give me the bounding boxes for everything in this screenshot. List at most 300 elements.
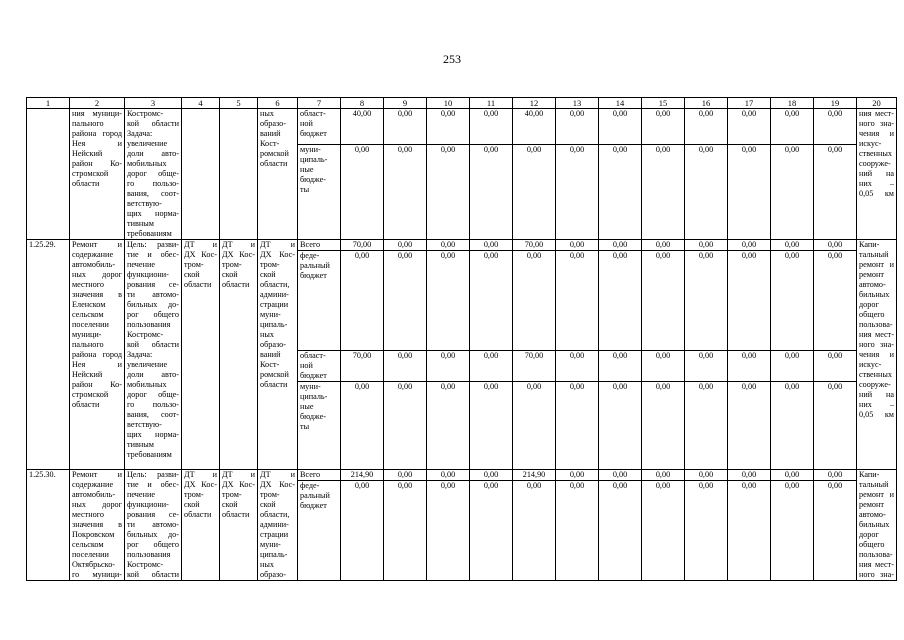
cell-line: ДТ и [260, 240, 295, 249]
cell-line: мобильных [127, 380, 167, 389]
cell-line: Нея и [72, 139, 122, 148]
cell-line: автомо- [859, 510, 886, 519]
value-cell: 0,00 [599, 144, 642, 239]
cell-line: Ремонт и [72, 240, 122, 249]
cell-line: чения и [859, 350, 894, 359]
value-cell: 0,00 [513, 144, 556, 239]
value-cell: 0,00 [341, 382, 384, 470]
cell-line: кой области [127, 340, 179, 349]
value-cell: 0,00 [728, 144, 771, 239]
cell-line: тие и обес- [127, 480, 179, 489]
value-cell: 0,00 [728, 481, 771, 581]
value-cell: 0,00 [642, 382, 685, 470]
value-cell: 0,00 [384, 481, 427, 581]
value-cell: 0,00 [814, 240, 857, 251]
cell-line: ДТ и [222, 470, 255, 479]
cell-line: Костромс- [127, 109, 164, 118]
value-cell: 0,00 [556, 351, 599, 382]
cell-line: ремонт и [859, 260, 894, 269]
row-number-cell [27, 109, 70, 240]
cell-line: поселении [72, 550, 109, 559]
cell-line: стромской [72, 169, 109, 178]
cell-line: Капи- [859, 240, 880, 249]
cell-line: кой области [127, 119, 179, 128]
cell-line: муни- [260, 310, 281, 319]
cell-line: Кост- [260, 360, 280, 369]
cell-line: стромской [72, 390, 109, 399]
cell-line: дорог обще- [127, 390, 179, 399]
cell-line: чения и [859, 129, 894, 138]
cell-line: Еленском [72, 300, 106, 309]
coexecutor-cell [220, 470, 258, 581]
cell-line: ного зна- [859, 119, 894, 128]
column-header: 3 [125, 98, 182, 109]
cell-line: ного зна- [859, 570, 894, 579]
cell-line: области, [260, 510, 290, 519]
cell-line: ДХ Кос- [184, 250, 217, 259]
cell-line: бюдже- [300, 174, 326, 184]
value-cell: 0,00 [341, 481, 384, 581]
cell-line: ДХ Кос- [184, 480, 217, 489]
cell-line: тром- [260, 260, 280, 269]
value-cell: 0,00 [427, 351, 470, 382]
cell-line: пользования [127, 320, 171, 329]
cell-line: район Ко- [72, 159, 122, 168]
table-row [27, 470, 897, 481]
value-cell: 0,00 [728, 382, 771, 470]
cell-line: местного [72, 510, 104, 519]
result-cell [857, 470, 897, 581]
value-cell: 0,00 [771, 144, 814, 239]
value-cell: 70,00 [341, 240, 384, 251]
goal-task-cell [125, 240, 182, 470]
cell-line: общего [859, 310, 885, 319]
value-cell: 0,00 [599, 109, 642, 145]
cell-line: Цель: разви- [127, 470, 179, 479]
value-cell: 0,00 [814, 351, 857, 382]
cell-line: го пользо- [127, 400, 179, 409]
value-cell: 0,00 [685, 382, 728, 470]
value-cell: 0,00 [556, 481, 599, 581]
cell-line: доли авто- [127, 370, 179, 379]
cell-line: области [72, 179, 100, 188]
cell-line: требованиям [127, 229, 172, 238]
cell-line: бильных [859, 520, 890, 529]
cell-line: образо- [260, 570, 286, 579]
value-cell: 70,00 [513, 351, 556, 382]
value-cell: 0,00 [814, 144, 857, 239]
value-cell: 0,00 [384, 351, 427, 382]
cell-line: ные [300, 402, 314, 411]
participants-cell [258, 240, 298, 470]
cell-line: кой области [127, 570, 179, 579]
cell-line: ти автомо- [127, 520, 179, 529]
value-cell: 0,00 [513, 251, 556, 351]
cell-line: бюджет [300, 371, 327, 380]
cell-line: ных [260, 330, 274, 339]
column-header-row [27, 98, 897, 109]
cell-line: област- [300, 351, 326, 360]
cell-line: ных [260, 109, 274, 118]
cell-line: ний на [859, 390, 894, 399]
cell-line: страции [260, 300, 289, 309]
column-header: 17 [728, 98, 771, 109]
funding-source-cell [298, 351, 341, 382]
value-cell: 0,00 [771, 251, 814, 351]
cell-line: Нея и [72, 360, 122, 369]
cell-line: области [184, 280, 212, 289]
goal-task-cell [125, 109, 182, 240]
cell-line: них – [859, 400, 894, 409]
result-cell [857, 240, 897, 470]
cell-line: го муници- [72, 570, 122, 579]
table-row [27, 240, 897, 251]
cell-line: поселении [72, 320, 109, 329]
value-cell: 0,00 [642, 109, 685, 145]
value-cell: 0,00 [685, 240, 728, 251]
value-cell: 0,00 [556, 470, 599, 481]
cell-line: увеличение [127, 139, 168, 148]
value-cell: 0,00 [814, 251, 857, 351]
value-cell: 0,00 [771, 481, 814, 581]
cell-line: област- [300, 109, 326, 118]
value-cell: 0,00 [642, 251, 685, 351]
cell-line: Всего [300, 470, 321, 479]
cell-line: вания, соот- [127, 189, 179, 198]
value-cell: 0,00 [599, 240, 642, 251]
cell-line: Капи- [859, 470, 880, 479]
cell-line: муни- [260, 540, 281, 549]
value-cell: 0,00 [556, 144, 599, 239]
cell-line: ного зна- [859, 340, 894, 349]
cell-line: пального [72, 119, 104, 128]
column-header: 4 [182, 98, 220, 109]
cell-line: рования се- [127, 280, 179, 289]
value-cell: 0,00 [728, 351, 771, 382]
cell-line: 0,05 км [859, 410, 894, 419]
cell-line: рог общего [127, 540, 179, 549]
cell-line: муни- [300, 144, 321, 154]
value-cell: 0,00 [728, 109, 771, 145]
cell-line: Октябрьско- [72, 560, 116, 569]
cell-line: ных дорог [72, 500, 122, 509]
cell-line: страции [260, 530, 289, 539]
cell-line: значения в [72, 520, 122, 529]
goal-task-cell [125, 470, 182, 581]
table-row [27, 109, 897, 145]
result-cell [857, 109, 897, 240]
cell-line: ния мест- [859, 560, 894, 569]
cell-line: области [260, 380, 288, 389]
cell-line: район Ко- [72, 380, 122, 389]
cell-line: ципаль- [260, 320, 288, 329]
cell-line: ской [222, 500, 238, 509]
column-header: 6 [258, 98, 298, 109]
cell-line: Нейский [72, 149, 103, 158]
value-cell: 0,00 [642, 481, 685, 581]
value-cell: 0,00 [642, 470, 685, 481]
value-cell: 0,00 [814, 481, 857, 581]
cell-line: ромской [260, 149, 289, 158]
cell-line: ваний [260, 129, 281, 138]
value-cell: 0,00 [771, 382, 814, 470]
cell-line: бюджет [300, 129, 327, 138]
cell-line: мобильных [127, 159, 167, 168]
value-cell: 0,00 [470, 351, 513, 382]
cell-line: дорог [859, 300, 879, 309]
cell-line: админи- [260, 520, 289, 529]
cell-line: вания, соот- [127, 410, 179, 419]
value-cell: 0,00 [685, 251, 728, 351]
value-cell: 0,00 [642, 144, 685, 239]
value-cell: 0,00 [556, 382, 599, 470]
value-cell: 70,00 [341, 351, 384, 382]
cell-line: пользования [127, 550, 171, 559]
value-cell: 0,00 [556, 251, 599, 351]
cell-line: го пользо- [127, 179, 179, 188]
funding-source-cell [298, 382, 341, 470]
cell-line: Всего [300, 240, 321, 249]
cell-line: ДХ Кос- [222, 250, 255, 259]
cell-line: ДТ и [260, 470, 295, 479]
value-cell: 0,00 [599, 470, 642, 481]
column-header: 9 [384, 98, 427, 109]
cell-line: ДТ и [222, 240, 255, 249]
cell-line: сооруже- [859, 159, 891, 168]
cell-line: муни- [300, 382, 321, 391]
value-cell: 0,00 [384, 382, 427, 470]
cell-line: области [260, 159, 288, 168]
cell-line: феде- [300, 251, 320, 260]
cell-line: Кост- [260, 139, 280, 148]
cell-line: бюдже- [300, 412, 326, 421]
cell-line: общего [859, 540, 885, 549]
column-header: 20 [857, 98, 897, 109]
cell-line: ской [184, 500, 200, 509]
cell-line: ципаль- [300, 154, 328, 164]
cell-line: рог общего [127, 310, 179, 319]
cell-line: щих норма- [127, 430, 179, 439]
cell-line: ния муници- [72, 109, 122, 118]
cell-line: феде- [300, 481, 320, 490]
cell-line: ных [260, 560, 274, 569]
cell-line: пального [72, 340, 104, 349]
column-header: 10 [427, 98, 470, 109]
cell-line: ДХ Кос- [260, 480, 295, 489]
cell-line: ральный [300, 261, 330, 270]
cell-line: бильных до- [127, 530, 179, 539]
cell-line: дорог [859, 530, 879, 539]
column-header: 13 [556, 98, 599, 109]
cell-line: искус- [859, 360, 882, 369]
cell-line: Задача: [127, 350, 153, 359]
cell-line: ти автомо- [127, 290, 179, 299]
cell-line: ных дорог [72, 270, 122, 279]
value-cell: 0,00 [771, 470, 814, 481]
value-cell: 0,00 [470, 481, 513, 581]
cell-line: области [184, 510, 212, 519]
cell-line: автомобиль- [72, 490, 116, 499]
funding-source-cell [298, 481, 341, 581]
cell-line: ветствую- [127, 420, 162, 429]
value-cell: 0,00 [384, 240, 427, 251]
cell-line: ственных [859, 370, 893, 379]
cell-line: Костромс- [127, 330, 164, 339]
cell-line: ДХ Кос- [260, 250, 295, 259]
value-cell: 0,00 [771, 351, 814, 382]
value-cell: 0,00 [427, 251, 470, 351]
value-cell: 0,00 [470, 382, 513, 470]
cell-line: области [222, 510, 250, 519]
value-cell: 0,00 [513, 481, 556, 581]
column-header: 1 [27, 98, 70, 109]
column-header: 15 [642, 98, 685, 109]
value-cell: 0,00 [427, 240, 470, 251]
cell-line: 0,05 км [859, 189, 894, 198]
cell-line: щих норма- [127, 209, 179, 218]
cell-line: бюджет [300, 501, 327, 510]
value-cell: 0,00 [814, 109, 857, 145]
column-header: 11 [470, 98, 513, 109]
value-cell: 0,00 [470, 470, 513, 481]
cell-line: автомобиль- [72, 260, 116, 269]
object-name-cell [70, 109, 125, 240]
value-cell: 0,00 [728, 240, 771, 251]
value-cell: 0,00 [341, 144, 384, 239]
cell-line: содержание [72, 250, 114, 259]
funding-source-cell [298, 251, 341, 351]
value-cell: 0,00 [470, 109, 513, 145]
cell-line: ветствую- [127, 199, 162, 208]
value-cell: 0,00 [642, 351, 685, 382]
cell-line: ской [222, 270, 238, 279]
funding-source-cell [298, 144, 341, 239]
cell-line: Цель: разви- [127, 240, 179, 249]
value-cell: 0,00 [427, 481, 470, 581]
cell-line: ваний [260, 350, 281, 359]
value-cell: 0,00 [470, 240, 513, 251]
column-header: 19 [814, 98, 857, 109]
value-cell: 214,90 [341, 470, 384, 481]
cell-line: сельском [72, 310, 104, 319]
cell-line: ской [260, 500, 276, 509]
cell-line: рования се- [127, 510, 179, 519]
cell-line: значения в [72, 290, 122, 299]
cell-line: искус- [859, 139, 882, 148]
cell-line: функциони- [127, 270, 169, 279]
value-cell: 0,00 [728, 251, 771, 351]
value-cell: 0,00 [556, 109, 599, 145]
cell-line: ния мест- [859, 330, 894, 339]
cell-line: ральный [300, 491, 330, 500]
cell-line: сельском [72, 540, 104, 549]
value-cell: 40,00 [513, 109, 556, 145]
value-cell: 0,00 [599, 382, 642, 470]
cell-line: печение [127, 490, 155, 499]
cell-line: Ремонт и [72, 470, 122, 479]
cell-line: района город [72, 129, 122, 138]
column-header: 16 [685, 98, 728, 109]
cell-line: Костромс- [127, 560, 164, 569]
value-cell: 0,00 [384, 251, 427, 351]
cell-line: ДТ и [184, 240, 217, 249]
cell-line: тром- [222, 260, 242, 269]
cell-line: пользова- [859, 320, 893, 329]
value-cell: 0,00 [427, 109, 470, 145]
cell-line: ремонт [859, 270, 884, 279]
cell-line: образо- [260, 340, 286, 349]
cell-line: ственных [859, 149, 893, 158]
value-cell: 40,00 [341, 109, 384, 145]
value-cell: 0,00 [685, 109, 728, 145]
cell-line: местного [72, 280, 104, 289]
cell-line: тивным [127, 219, 154, 228]
value-cell: 0,00 [384, 109, 427, 145]
column-header: 12 [513, 98, 556, 109]
value-cell: 0,00 [599, 251, 642, 351]
value-cell: 0,00 [384, 144, 427, 239]
value-cell: 0,00 [341, 251, 384, 351]
cell-line: ремонт и [859, 490, 894, 499]
row-number-cell: 1.25.29. [27, 240, 70, 470]
page-number: 253 [443, 52, 461, 66]
value-cell: 0,00 [814, 470, 857, 481]
value-cell: 0,00 [470, 144, 513, 239]
cell-line: ния мест- [859, 109, 894, 118]
cell-line: дорог обще- [127, 169, 179, 178]
column-header: 7 [298, 98, 341, 109]
object-name-cell [70, 470, 125, 581]
cell-line: тальный [859, 480, 889, 489]
value-cell: 0,00 [685, 144, 728, 239]
cell-line: печение [127, 260, 155, 269]
value-cell: 0,00 [685, 481, 728, 581]
participants-cell [258, 109, 298, 240]
funding-source-cell [298, 240, 341, 251]
value-cell: 0,00 [685, 470, 728, 481]
value-cell: 0,00 [556, 240, 599, 251]
value-cell: 0,00 [384, 470, 427, 481]
value-cell: 0,00 [771, 240, 814, 251]
cell-line: сооруже- [859, 380, 891, 389]
cell-line: тром- [184, 260, 204, 269]
object-name-cell [70, 240, 125, 470]
cell-line: ты [300, 184, 310, 194]
value-cell: 0,00 [470, 251, 513, 351]
cell-line: Нейский [72, 370, 103, 379]
cell-line: бильных [859, 290, 890, 299]
cell-line: тивным [127, 440, 154, 449]
cell-line: них – [859, 179, 894, 188]
row-number-cell: 1.25.30. [27, 470, 70, 581]
cell-line: тие и обес- [127, 250, 179, 259]
cell-line: автомо- [859, 280, 886, 289]
cell-line: тром- [184, 490, 204, 499]
cell-line: функциони- [127, 500, 169, 509]
cell-line: доли авто- [127, 149, 179, 158]
cell-line: увеличение [127, 360, 168, 369]
cell-line: образо- [260, 119, 286, 128]
cell-line: ний на [859, 169, 894, 178]
value-cell: 0,00 [513, 382, 556, 470]
value-cell: 0,00 [814, 382, 857, 470]
cell-line: ной [300, 361, 313, 370]
column-header: 14 [599, 98, 642, 109]
cell-line: ные [300, 164, 314, 174]
cell-line: содержание [72, 480, 114, 489]
participants-cell [258, 470, 298, 581]
value-cell: 0,00 [427, 382, 470, 470]
